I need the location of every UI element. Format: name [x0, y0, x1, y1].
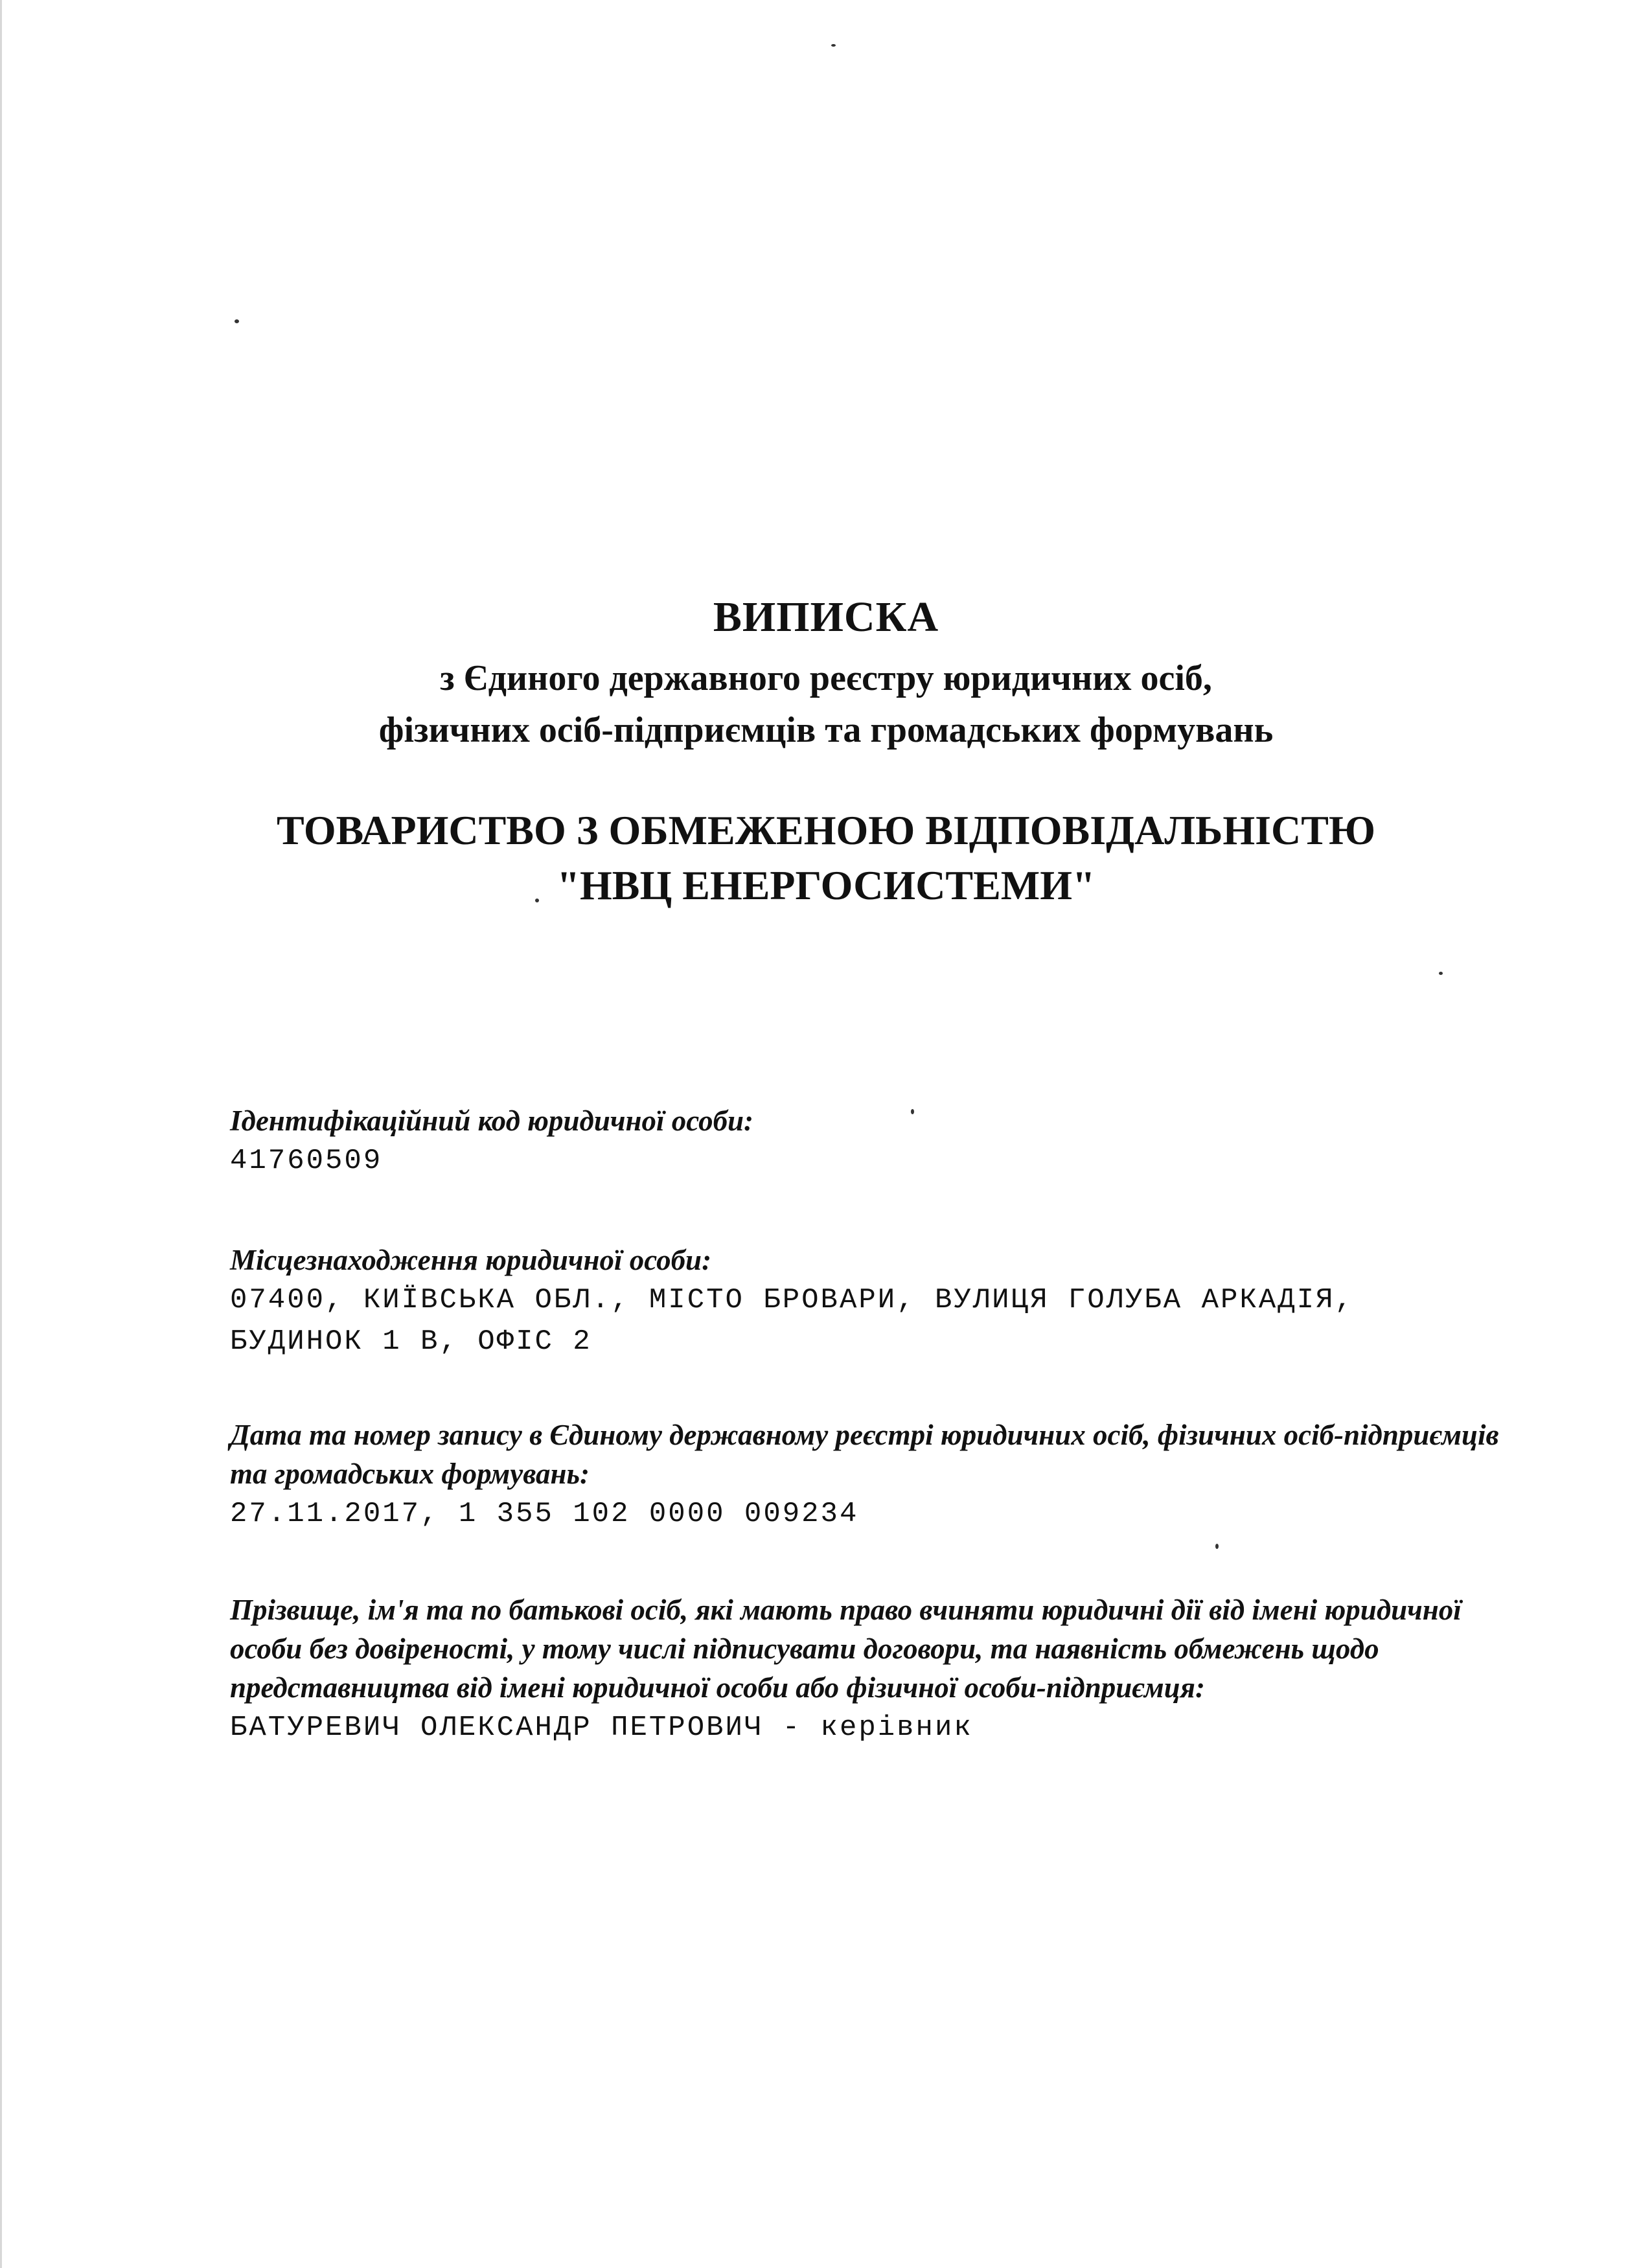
scan-speck — [1439, 972, 1443, 975]
scan-speck — [831, 44, 836, 47]
section-label: Прізвище, ім'я та по батькові осіб, які мають право вчиняти юридичні дії від імені юридичної особи без довіреності, у тому числі підписувати договори, та наявність обмежень щодо представництва від імені юридичної особи або фізичної особи-підприємця: — [230, 1594, 1462, 1704]
section-label: Дата та номер запису в Єдиному державному реєстрі юридичних осіб, фізичних осіб-підприємців та громадських формувань: — [230, 1419, 1499, 1490]
document-subtitle-line1: з Єдиного державного реєстру юридичних осіб, — [440, 658, 1212, 698]
scan-speck — [1215, 1544, 1219, 1549]
document-title: ВИПИСКА — [713, 593, 939, 641]
scan-speck — [235, 319, 239, 323]
section-registry-record — [230, 1415, 1500, 1535]
company-name-line2: "НВЦ ЕНЕРГОСИСТЕМИ" — [556, 862, 1096, 908]
scan-edge — [0, 0, 2, 2268]
section-value: БАТУРЕВИЧ ОЛЕКСАНДР ПЕТРОВИЧ - керівник — [230, 1712, 973, 1744]
section-identification-code — [230, 1101, 1500, 1182]
section-label: Ідентифікаційний код юридичної особи: — [230, 1105, 754, 1137]
section-value: 27.11.2017, 1 355 102 0000 009234 — [230, 1498, 859, 1530]
document-subtitle-line2: фізичних осіб-підприємців та громадських формувань — [378, 710, 1274, 750]
company-name-line1: ТОВАРИСТВО З ОБМЕЖЕНОЮ ВІДПОВІДАЛЬНІСТЮ — [277, 807, 1375, 853]
section-label: Місцезнаходження юридичної особи: — [230, 1244, 712, 1276]
section-value: 07400, КИЇВСЬКА ОБЛ., МІСТО БРОВАРИ, ВУЛИЦЯ ГОЛУБА АРКАДІЯ, БУДИНОК 1 В, ОФІС 2 — [230, 1284, 1354, 1358]
section-location — [230, 1241, 1500, 1362]
section-value: 41760509 — [230, 1145, 383, 1177]
section-authorized-persons — [230, 1590, 1500, 1748]
